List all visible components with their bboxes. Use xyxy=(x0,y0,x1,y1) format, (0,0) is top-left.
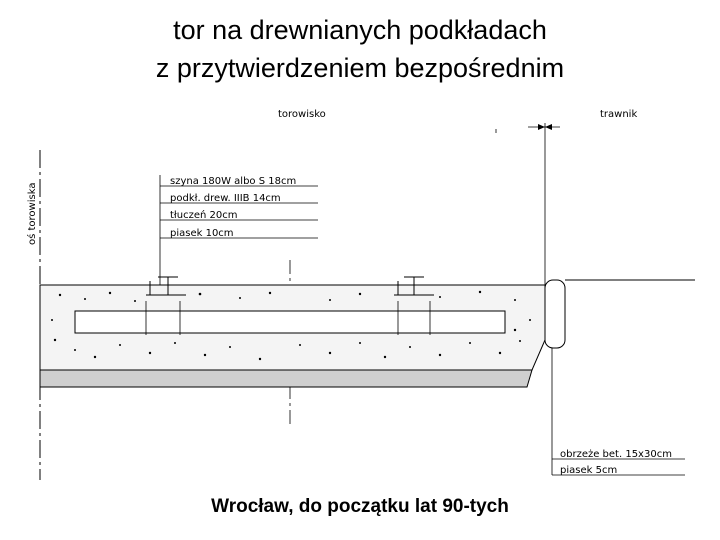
layer-ballast: tłuczeń 20cm xyxy=(170,210,238,221)
trawnik-label: trawnik xyxy=(600,109,638,120)
wooden-sleeper xyxy=(75,311,505,333)
layer-sleeper: podkł. drew. IIIB 14cm xyxy=(170,193,281,204)
concrete-curb xyxy=(545,280,695,476)
ballast-bed xyxy=(40,285,545,387)
curb-sand-label: piasek 5cm xyxy=(560,465,618,476)
layer-legend xyxy=(160,175,318,295)
title-line-1: tor na drewnianych podkładach xyxy=(173,15,547,45)
title-line-2: z przytwierdzeniem bezpośrednim xyxy=(155,53,565,83)
track-axis xyxy=(26,150,40,480)
track-axis-label: oś torowiska xyxy=(27,182,38,245)
curb-label: obrzeże bet. 15x30cm xyxy=(560,449,672,460)
track-cross-section-drawing xyxy=(0,95,720,495)
caption: Wrocław, do początku lat 90-tych xyxy=(211,496,509,517)
width-dimension xyxy=(278,109,637,285)
layer-sand: piasek 10cm xyxy=(170,228,234,239)
torowisko-label: torowisko xyxy=(278,109,326,120)
layer-rail: szyna 180W albo S 18cm xyxy=(170,176,297,187)
